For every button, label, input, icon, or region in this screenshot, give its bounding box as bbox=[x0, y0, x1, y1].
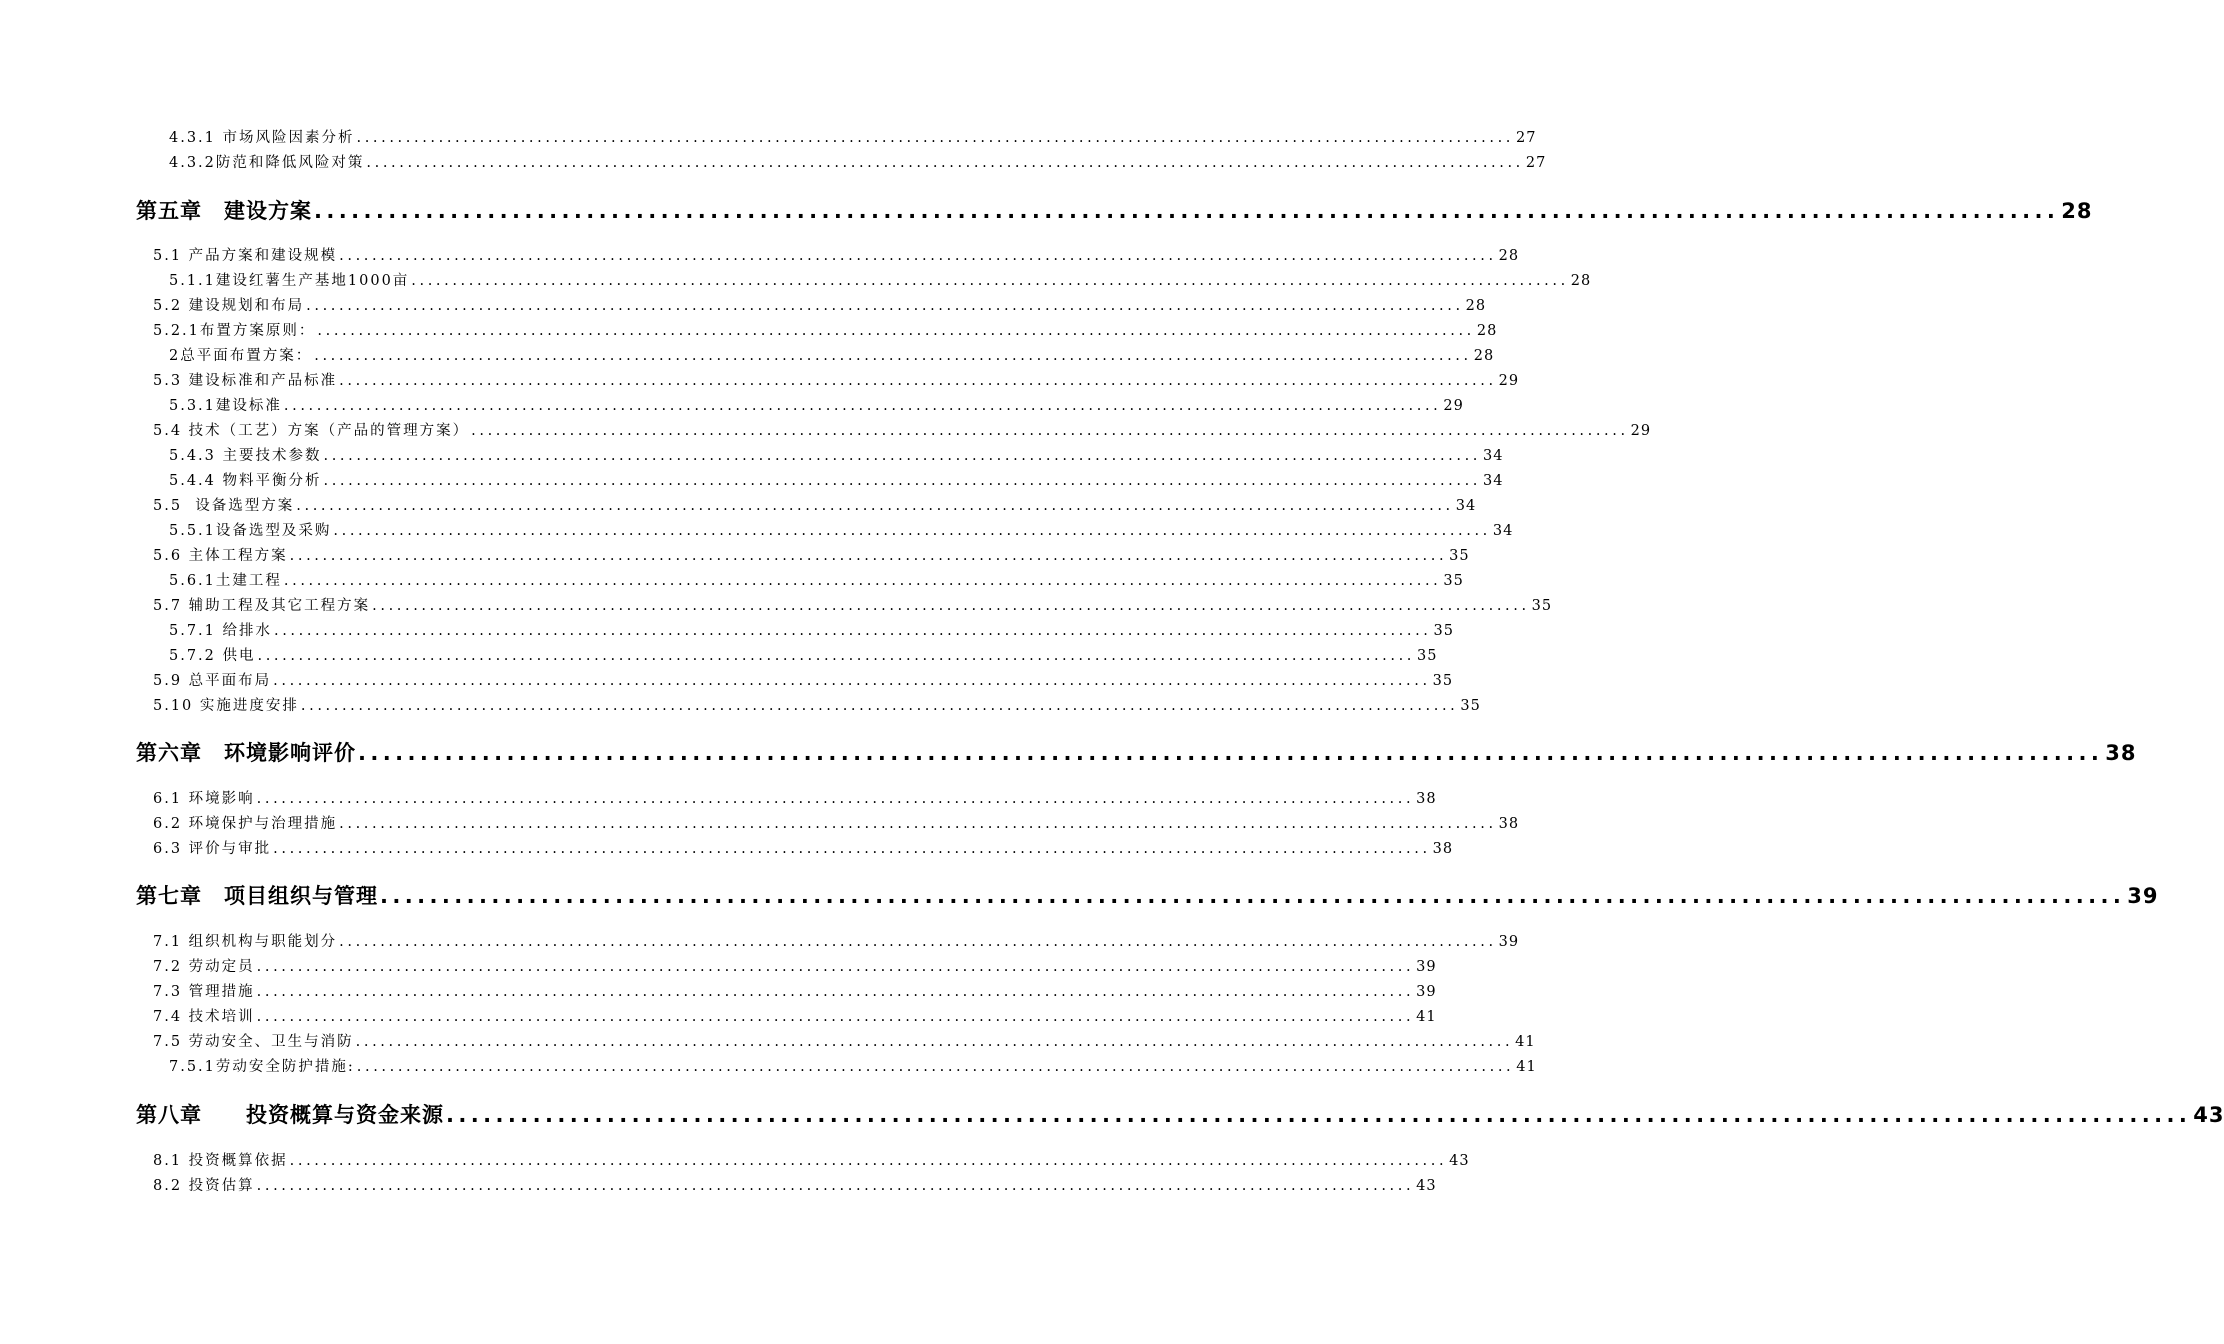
toc-page-number: 43 bbox=[1416, 1178, 1437, 1194]
toc-page-number: 41 bbox=[1515, 1034, 1536, 1050]
toc-leader: ............................................................................................................................................. bbox=[339, 816, 1497, 832]
toc-page-number: 41 bbox=[1516, 1059, 1537, 1075]
toc-entry-5-10[interactable] bbox=[0, 695, 1481, 717]
toc-title: 5.9 总平面布局 bbox=[153, 673, 272, 689]
toc-page-number: 34 bbox=[1455, 498, 1477, 514]
toc-entry-5-3-1[interactable] bbox=[0, 395, 1464, 417]
toc-title: 5.4 技术（工艺）方案（产品的管理方案） bbox=[153, 423, 470, 439]
toc-title: 7.4 技术培训 bbox=[153, 1009, 255, 1025]
toc-page-number: 28 bbox=[1570, 273, 1592, 289]
toc-title: 5.7.1 给排水 bbox=[169, 623, 273, 639]
toc-entry-5-6-1[interactable] bbox=[0, 570, 1464, 592]
toc-entry-7-3[interactable] bbox=[0, 981, 1437, 1003]
toc-leader: ............................................................................................................................................. bbox=[358, 741, 2104, 765]
toc-title: 6.2 环境保护与治理措施 bbox=[153, 816, 338, 832]
toc-line bbox=[153, 1150, 1470, 1172]
toc-title: 5.2 建设规划和布局 bbox=[153, 298, 305, 314]
toc-line bbox=[153, 981, 1437, 1003]
toc-entry-5-3[interactable] bbox=[0, 370, 1520, 392]
toc-page-number: 28 bbox=[2061, 199, 2093, 223]
toc-line bbox=[153, 370, 1520, 392]
toc-page-number: 35 bbox=[1433, 623, 1454, 639]
toc-title: 5.5 设备选型方案 bbox=[153, 498, 295, 514]
toc-title: 5.7 辅助工程及其它工程方案 bbox=[153, 598, 371, 614]
toc-entry-5-1-1[interactable] bbox=[0, 270, 1592, 292]
toc-title: 8.2 投资估算 bbox=[153, 1178, 255, 1194]
toc-entry-6-2[interactable] bbox=[0, 813, 1520, 835]
toc-leader: ............................................................................................................................................. bbox=[380, 884, 2126, 908]
toc-title: 4.3.1 市场风险因素分析 bbox=[169, 130, 355, 146]
toc-leader: ............................................................................................................................................. bbox=[356, 130, 1515, 146]
toc-page-number: 28 bbox=[1476, 323, 1498, 339]
toc-line bbox=[153, 1031, 1536, 1053]
toc-page-number: 43 bbox=[2193, 1103, 2224, 1127]
toc-line bbox=[153, 295, 1487, 317]
toc-leader: ............................................................................................................................................. bbox=[273, 673, 1431, 689]
toc-line bbox=[169, 520, 1514, 542]
toc-title: 5.4.4 物料平衡分析 bbox=[169, 473, 322, 489]
toc-chapter-5[interactable] bbox=[0, 195, 2093, 223]
toc-page-number: 41 bbox=[1416, 1009, 1437, 1025]
toc-chapter-6[interactable] bbox=[0, 737, 2137, 765]
toc-page-number: 35 bbox=[1443, 573, 1464, 589]
toc-page-number: 38 bbox=[1432, 841, 1454, 857]
toc-line bbox=[136, 880, 2159, 912]
toc-title: 7.5.1劳动安全防护措施: bbox=[169, 1059, 355, 1075]
toc-entry-4-3-1[interactable] bbox=[0, 127, 1537, 149]
toc-page-number: 34 bbox=[1483, 448, 1504, 464]
toc-leader: ............................................................................................................................................. bbox=[306, 298, 1464, 314]
toc-page-number: 29 bbox=[1443, 398, 1464, 414]
toc-entry-5-7-2[interactable] bbox=[0, 645, 1438, 667]
toc-page-number: 35 bbox=[1460, 698, 1481, 714]
toc-leader: ............................................................................................................................................. bbox=[296, 498, 1454, 514]
toc-title: 7.3 管理措施 bbox=[153, 984, 255, 1000]
toc-page-number: 28 bbox=[1473, 348, 1495, 364]
toc-line bbox=[136, 195, 2093, 227]
toc-title: 4.3.2防范和降低风险对策 bbox=[169, 155, 365, 171]
toc-leader: ............................................................................................................................................. bbox=[339, 934, 1497, 950]
toc-leader: ............................................................................................................................................. bbox=[289, 1153, 1448, 1169]
toc-line bbox=[153, 695, 1481, 717]
toc-entry-7-1[interactable] bbox=[0, 931, 1520, 953]
toc-line bbox=[169, 645, 1438, 667]
toc-title: 5.2.1布置方案原则： bbox=[153, 323, 316, 339]
toc-title: 5.10 实施进度安排 bbox=[153, 698, 299, 714]
toc-page-number: 28 bbox=[1498, 248, 1520, 264]
toc-title: 7.1 组织机构与职能划分 bbox=[153, 934, 338, 950]
toc-entry-5-6[interactable] bbox=[0, 545, 1470, 567]
toc-chapter-8[interactable] bbox=[0, 1099, 2224, 1127]
toc-line bbox=[153, 813, 1520, 835]
toc-leader: ............................................................................................................................................. bbox=[372, 598, 1530, 614]
toc-entry-7-4[interactable] bbox=[0, 1006, 1437, 1028]
toc-line bbox=[153, 1006, 1437, 1028]
toc-page-number: 38 bbox=[1498, 816, 1520, 832]
toc-line bbox=[136, 1099, 2224, 1131]
toc-title: 第六章 环境影响评价 bbox=[136, 741, 356, 765]
toc-page-number: 35 bbox=[1432, 673, 1454, 689]
toc-leader: ............................................................................................................................................. bbox=[314, 348, 1472, 364]
toc-page-number: 35 bbox=[1531, 598, 1553, 614]
toc-leader: ............................................................................................................................................. bbox=[300, 698, 1459, 714]
toc-title: 7.2 劳动定员 bbox=[153, 959, 255, 975]
toc-line bbox=[153, 956, 1437, 978]
toc-entry-8-2[interactable] bbox=[0, 1175, 1437, 1197]
toc-page-number: 39 bbox=[1498, 934, 1520, 950]
toc-line bbox=[153, 320, 1498, 342]
toc-title: 6.1 环境影响 bbox=[153, 791, 255, 807]
toc-line bbox=[169, 152, 1547, 174]
toc-entry-7-5[interactable] bbox=[0, 1031, 1536, 1053]
toc-line bbox=[153, 420, 1652, 442]
toc-leader: ............................................................................................................................................. bbox=[323, 448, 1482, 464]
toc-line bbox=[153, 495, 1477, 517]
toc-page-number: 39 bbox=[1416, 984, 1437, 1000]
toc-line bbox=[169, 395, 1464, 417]
toc-entry-5-2-1[interactable] bbox=[0, 320, 1498, 342]
toc-entry-5-5-1[interactable] bbox=[0, 520, 1514, 542]
toc-leader: ............................................................................................................................................. bbox=[274, 623, 1432, 639]
toc-title: 5.1 产品方案和建设规模 bbox=[153, 248, 338, 264]
toc-entry-6-1[interactable] bbox=[0, 788, 1437, 810]
toc-title: 5.6.1土建工程 bbox=[169, 573, 282, 589]
toc-entry-5-7[interactable] bbox=[0, 595, 1553, 617]
toc-entry-site-plan[interactable] bbox=[0, 345, 1495, 367]
toc-leader: ............................................................................................................................................. bbox=[283, 573, 1442, 589]
toc-line bbox=[153, 838, 1454, 860]
toc-title: 2总平面布置方案： bbox=[169, 348, 313, 364]
toc-line bbox=[153, 788, 1437, 810]
toc-page-number: 29 bbox=[1630, 423, 1652, 439]
toc-title: 第七章 项目组织与管理 bbox=[136, 884, 378, 908]
toc-leader: ............................................................................................................................................. bbox=[256, 791, 1415, 807]
toc-title: 5.3 建设标准和产品标准 bbox=[153, 373, 338, 389]
toc-page-number: 34 bbox=[1483, 473, 1504, 489]
toc-page-number: 28 bbox=[1465, 298, 1487, 314]
toc-leader: ............................................................................................................................................. bbox=[289, 548, 1448, 564]
toc-page-number: 35 bbox=[1449, 548, 1470, 564]
toc-page-number: 29 bbox=[1498, 373, 1520, 389]
toc-entry-5-4-4[interactable] bbox=[0, 470, 1504, 492]
toc-entry-6-3[interactable] bbox=[0, 838, 1454, 860]
toc-leader: ............................................................................................................................................. bbox=[317, 323, 1475, 339]
toc-entry-7-5-1[interactable] bbox=[0, 1056, 1537, 1078]
toc-title: 7.5 劳动安全、卫生与消防 bbox=[153, 1034, 354, 1050]
toc-entry-5-9[interactable] bbox=[0, 670, 1454, 692]
toc-leader: ............................................................................................................................................. bbox=[273, 841, 1431, 857]
toc-line bbox=[169, 270, 1592, 292]
toc-page-number: 27 bbox=[1516, 130, 1537, 146]
toc-line bbox=[153, 245, 1520, 267]
toc-title: 5.7.2 供电 bbox=[169, 648, 256, 664]
toc-leader: ............................................................................................................................................. bbox=[446, 1103, 2192, 1127]
toc-page-number: 39 bbox=[1416, 959, 1437, 975]
toc-entry-5-5[interactable] bbox=[0, 495, 1477, 517]
toc-page-number: 27 bbox=[1525, 155, 1547, 171]
toc-title: 5.1.1建设红薯生产基地1000亩 bbox=[169, 273, 410, 289]
toc-title: 8.1 投资概算依据 bbox=[153, 1153, 288, 1169]
toc-line bbox=[169, 570, 1464, 592]
toc-leader: ............................................................................................................................................. bbox=[339, 248, 1497, 264]
toc-leader: ............................................................................................................................................. bbox=[411, 273, 1569, 289]
toc-leader: ............................................................................................................................................. bbox=[355, 1034, 1514, 1050]
toc-title: 6.3 评价与审批 bbox=[153, 841, 272, 857]
toc-line bbox=[169, 470, 1504, 492]
toc-page-number: 38 bbox=[2105, 741, 2137, 765]
toc-entry-8-1[interactable] bbox=[0, 1150, 1470, 1172]
toc-page-number: 34 bbox=[1492, 523, 1514, 539]
toc-leader: ............................................................................................................................................. bbox=[257, 648, 1416, 664]
toc-line bbox=[153, 931, 1520, 953]
toc-leader: ............................................................................................................................................. bbox=[366, 155, 1524, 171]
toc-leader: ............................................................................................................................................. bbox=[256, 959, 1415, 975]
toc-entry-5-7-1[interactable] bbox=[0, 620, 1454, 642]
toc-line bbox=[153, 595, 1553, 617]
toc-leader: ............................................................................................................................................. bbox=[323, 473, 1482, 489]
toc-page-number: 39 bbox=[2127, 884, 2159, 908]
toc-leader: ............................................................................................................................................. bbox=[314, 199, 2060, 223]
toc-line bbox=[153, 1175, 1437, 1197]
toc-page-number: 35 bbox=[1417, 648, 1438, 664]
toc-leader: ............................................................................................................................................. bbox=[471, 423, 1629, 439]
toc-page-number: 38 bbox=[1416, 791, 1437, 807]
toc-line bbox=[169, 127, 1537, 149]
toc-leader: ............................................................................................................................................. bbox=[256, 984, 1415, 1000]
toc-line bbox=[153, 545, 1470, 567]
toc-title: 第五章 建设方案 bbox=[136, 199, 312, 223]
toc-entry-5-2[interactable] bbox=[0, 295, 1487, 317]
toc-title: 5.3.1建设标准 bbox=[169, 398, 282, 414]
toc-entry-7-2[interactable] bbox=[0, 956, 1437, 978]
toc-entry-4-3-2[interactable] bbox=[0, 152, 1547, 174]
toc-line bbox=[136, 737, 2137, 769]
toc-line bbox=[169, 445, 1504, 467]
toc-entry-5-4[interactable] bbox=[0, 420, 1652, 442]
toc-leader: ............................................................................................................................................. bbox=[356, 1059, 1515, 1075]
toc-leader: ............................................................................................................................................. bbox=[339, 373, 1497, 389]
toc-page-number: 43 bbox=[1449, 1153, 1470, 1169]
toc-chapter-7[interactable] bbox=[0, 880, 2159, 908]
toc-title: 第八章 投资概算与资金来源 bbox=[136, 1103, 444, 1127]
toc-line bbox=[169, 620, 1454, 642]
toc-line bbox=[169, 345, 1495, 367]
toc-leader: ............................................................................................................................................. bbox=[333, 523, 1491, 539]
toc-entry-5-4-3[interactable] bbox=[0, 445, 1504, 467]
toc-entry-5-1[interactable] bbox=[0, 245, 1520, 267]
toc-leader: ............................................................................................................................................. bbox=[256, 1178, 1415, 1194]
toc-line bbox=[153, 670, 1454, 692]
toc-title: 5.6 主体工程方案 bbox=[153, 548, 288, 564]
toc-leader: ............................................................................................................................................. bbox=[256, 1009, 1415, 1025]
toc-leader: ............................................................................................................................................. bbox=[283, 398, 1442, 414]
toc-title: 5.5.1设备选型及采购 bbox=[169, 523, 332, 539]
toc-line bbox=[169, 1056, 1537, 1078]
toc-title: 5.4.3 主要技术参数 bbox=[169, 448, 322, 464]
